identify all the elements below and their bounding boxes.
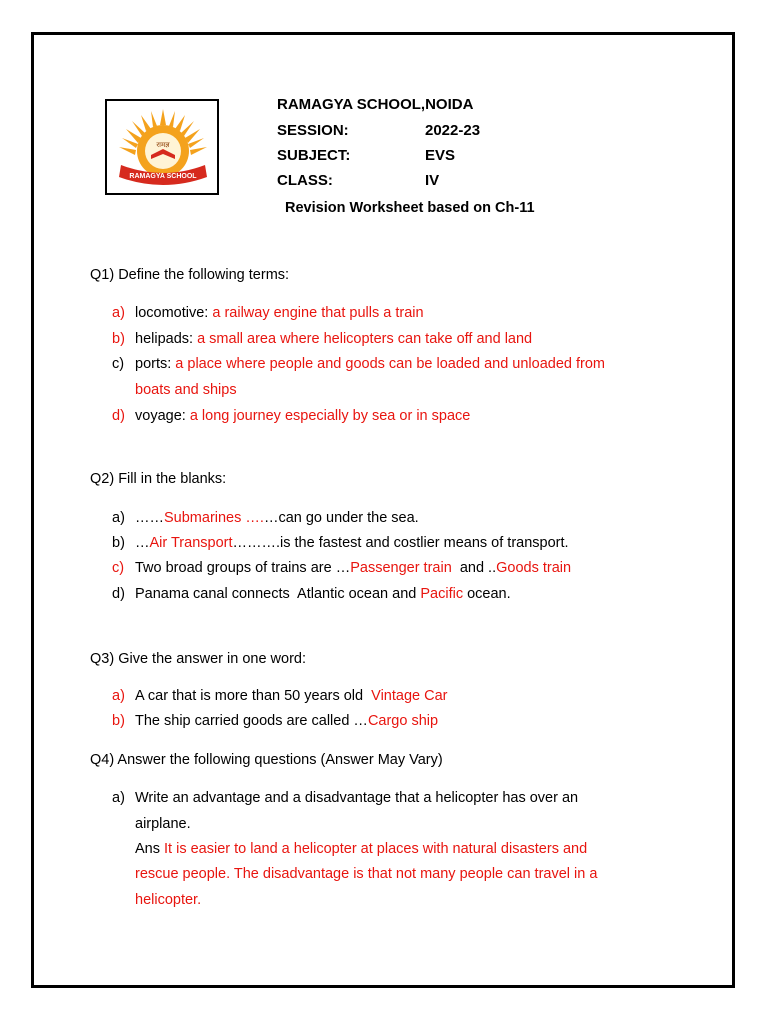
school-name: RAMAGYA SCHOOL,NOIDA <box>277 96 474 113</box>
session-label: SESSION: <box>277 122 349 139</box>
q2-text: ……….is the fastest and costlier means of transport. <box>232 535 569 551</box>
q1-term: voyage: <box>135 408 186 424</box>
q2-answer: Pacific <box>420 586 464 602</box>
q4-answer-line-1 <box>135 840 587 858</box>
q3-answer: Cargo ship <box>367 713 439 729</box>
q4-answer: It is easier to land a helicopter at places with natural disasters and <box>164 841 588 857</box>
subject-value: EVS <box>425 147 456 164</box>
q1-term: helipads: <box>135 331 194 347</box>
q2-item-d <box>135 585 511 603</box>
q1-item-a <box>135 304 424 322</box>
q2-text: Two broad groups of trains are … <box>135 560 351 576</box>
q2-text: and .. <box>451 560 497 576</box>
q4-heading: Q4) Answer the following questions (Answer May Vary) <box>90 752 443 768</box>
q2-marker-c: c) <box>112 560 125 576</box>
q2-answer: Submarines …. <box>164 510 264 526</box>
sun-emblem-icon <box>111 103 215 191</box>
q3-text: The ship carried goods are called … <box>135 713 368 729</box>
q3-marker-a: a) <box>112 688 125 704</box>
session-value: 2022-23 <box>425 122 481 139</box>
class-label: CLASS: <box>277 172 333 189</box>
q1-marker-a: a) <box>112 305 125 321</box>
q4-answer-line-2: rescue people. The disadvantage is that not many people can travel in a <box>135 866 598 882</box>
q1-heading: Q1) Define the following terms: <box>90 267 290 283</box>
subject-label: SUBJECT: <box>277 147 351 164</box>
q1-item-b <box>135 330 532 348</box>
q2-item-c <box>135 559 571 577</box>
school-logo <box>105 99 219 195</box>
q3-heading: Q3) Give the answer in one word: <box>90 651 306 667</box>
q1-answer: a railway engine that pulls a train <box>212 305 424 321</box>
q2-text: …… <box>135 510 164 526</box>
q1-marker-b: b) <box>112 331 125 347</box>
q2-item-a <box>135 509 419 527</box>
q2-marker-d: d) <box>112 586 125 602</box>
q2-marker-b: b) <box>112 535 125 551</box>
q1-answer-continued: boats and ships <box>135 382 237 398</box>
q3-item-a <box>135 687 447 705</box>
q3-text: A car that is more than 50 years old <box>135 688 372 704</box>
q1-answer: a place where people and goods can be loaded and unloaded from <box>175 356 605 372</box>
q2-text: … <box>135 535 150 551</box>
q1-term: locomotive: <box>135 305 209 321</box>
class-value: IV <box>425 172 440 189</box>
q4-question-line-1: Write an advantage and a disadvantage that a helicopter has over an <box>135 790 579 806</box>
q2-answer: Passenger train <box>350 560 452 576</box>
q1-marker-d: d) <box>112 408 125 424</box>
q2-heading: Q2) Fill in the blanks: <box>90 471 227 487</box>
q2-text: …can go under the sea. <box>263 510 419 526</box>
q1-item-c <box>135 355 605 373</box>
q1-term: ports: <box>135 356 172 372</box>
q2-text: Panama canal connects Atlantic ocean and <box>135 586 421 602</box>
q2-answer: Goods train <box>496 560 572 576</box>
q2-item-b <box>135 534 569 552</box>
q4-ans-label: Ans <box>135 841 165 857</box>
q4-answer-line-3: helicopter. <box>135 892 202 908</box>
q1-answer: a small area where helicopters can take off and land <box>197 331 533 347</box>
q3-answer: Vintage Car <box>371 688 448 704</box>
q3-item-b <box>135 712 438 730</box>
q4-question-line-2: airplane. <box>135 816 191 832</box>
q1-item-d <box>135 407 470 425</box>
q3-marker-b: b) <box>112 713 125 729</box>
q2-marker-a: a) <box>112 510 125 526</box>
logo-hindi-text: रामज्ञ <box>156 141 170 149</box>
q2-answer: Air Transport <box>149 535 233 551</box>
q1-marker-c: c) <box>112 356 125 372</box>
logo-banner-text: RAMAGYA SCHOOL <box>129 173 197 180</box>
worksheet-title: Revision Worksheet based on Ch-11 <box>285 200 535 216</box>
q2-text: ocean. <box>463 586 511 602</box>
q1-answer: a long journey especially by sea or in space <box>189 408 471 424</box>
q4-marker-a: a) <box>112 790 125 806</box>
